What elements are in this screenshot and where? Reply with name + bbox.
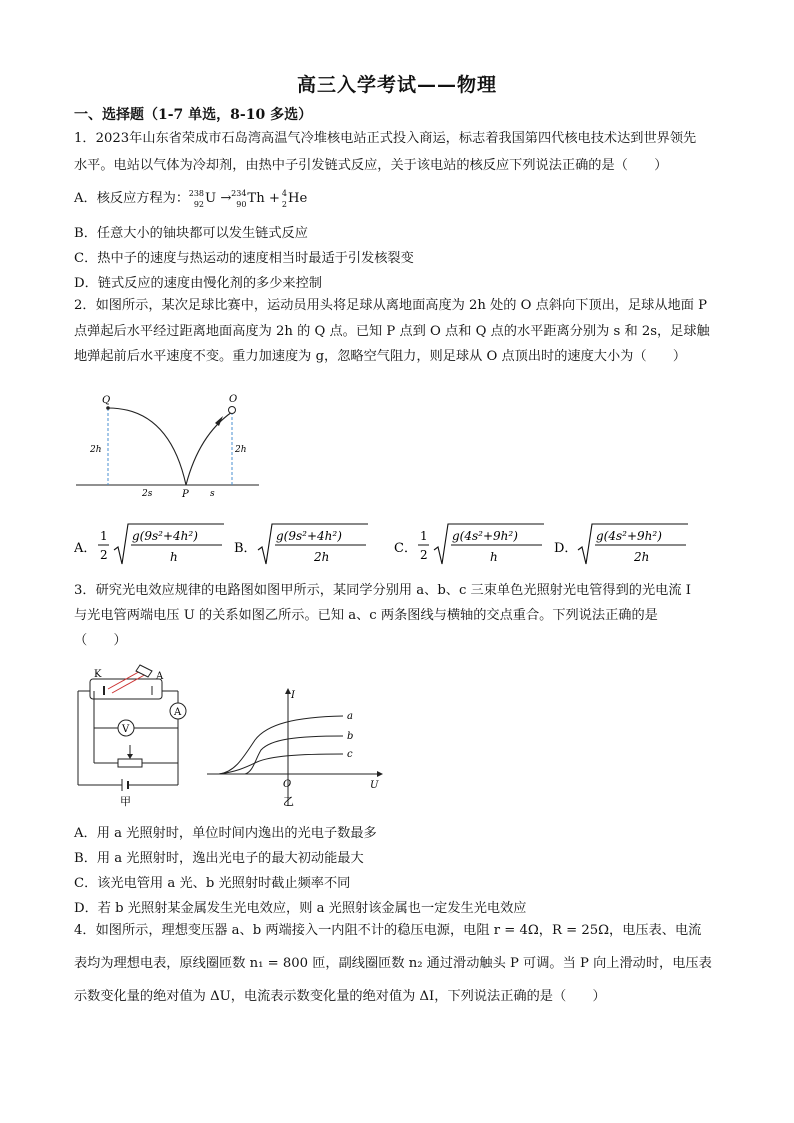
radicand-numerator: g(9s²+4h²) [276,529,342,543]
label-o: O [229,394,238,405]
q2-choice-c [394,520,549,570]
radicand-denominator: h [490,550,498,564]
q4-line1: 4．如图所示，理想变压器 a、b 两端接入一内阻不计的稳压电源，电阻 r = 4Ω，R = 25Ω，电压表、电流 [74,923,702,938]
q3-line2: 与光电管两端电压 U 的关系如图乙所示。已知 a、c 两条图线与横轴的交点重合。下列说法正确的是 [74,608,658,623]
label-q: Q [102,395,111,406]
label-curve-a: a [347,711,353,722]
label-i: I [291,690,295,701]
q2-figure [74,390,264,502]
q2-line3: 地弹起前后水平速度不变。重力加速度为 g，忽略空气阻力，则足球从 O 点顶出时的速度大小为（ ） [74,349,687,364]
slider-arrow [127,754,133,759]
q2-choice-a [74,520,229,570]
rheostat [118,759,142,767]
q3-option-b: B．用 a 光照射时，逸出光电子的最大初动能最大 [74,851,364,866]
q4-line2: 表均为理想电表，原线圈匝数 n₁ = 800 匝，副线圈匝数 n₂ 通过滑动触头 P 可调。当 P 向上滑动时，电压表 [74,956,712,971]
ball-o [229,407,236,414]
radicand-numerator: g(4s²+9h²) [596,529,662,543]
label-origin: O [283,779,292,790]
label-2s: 2s [142,489,153,499]
q3-option-c: C．该光电管用 a 光、b 光照射时截止频率不同 [74,876,351,891]
q1-option-b: B．任意大小的铀块都可以发生链式反应 [74,226,308,241]
page-title: 高三入学考试——物理 [296,74,497,96]
q3-option-d: D．若 b 光照射某金属发生光电效应，则 a 光照射该金属也一定发生光电效应 [74,901,527,916]
q1-option-d: D．链式反应的速度由慢化剂的多少来控制 [74,276,322,291]
radicand-denominator: 2h [314,550,330,564]
phototube [90,679,162,699]
coef-numerator: 1 [420,529,428,543]
label-k: K [94,669,102,680]
trajectory-q-p [108,408,186,485]
choice-label: D． [554,541,578,556]
label-s: s [210,489,215,499]
radicand-numerator: g(9s²+4h²) [132,529,198,543]
q2-line1: 2．如图所示，某次足球比赛中，运动员用头将足球从离地面高度为 2h 处的 O 点斜向下顶出，足球从地面 P [74,298,707,313]
label-p: P [182,489,189,500]
coef-denominator: 2 [100,548,108,562]
q3-circuit-figure [74,663,199,811]
voltmeter-label: V [122,724,130,735]
label-curve-b: b [347,731,354,742]
choice-label: B． [234,541,257,556]
q1-option-a: A．核反应方程为： 238 92 U → 234 90 Th + 4 2 He [74,188,308,209]
q3-line3: （ ） [74,633,127,648]
q1-option-c: C．热中子的速度与热运动的速度相当时最适于引发核裂变 [74,251,414,266]
curve-a [219,716,343,774]
label-curve-c: c [347,749,353,760]
coef-numerator: 1 [100,529,108,543]
coef-denominator: 2 [420,548,428,562]
radicand-denominator: 2h [634,550,650,564]
q3-option-a: A．用 a 光照射时，单位时间内逸出的光电子数最多 [74,826,377,841]
ammeter-label: A [174,707,182,718]
label-a: A [156,671,164,682]
q2-line2: 点弹起后水平经过距离地面高度为 2h 的 Q 点。已知 P 点到 O 点和 Q 点的水平距离分别为 s 和 2s，足球触 [74,324,710,339]
q1-line2: 水平。电站以气体为冷却剂，由热中子引发链式反应，关于该电站的核反应下列说法正确的是（ ） [74,158,668,173]
label-u: U [370,780,379,791]
q4-line3: 示数变化量的绝对值为 ΔU，电流表示数变化量的绝对值为 ΔI，下列说法正确的是（ ） [74,989,606,1004]
u-axis-arrow [377,771,383,777]
radicand-denominator: h [170,550,178,564]
trajectory-arrow [215,416,223,426]
q3-iu-graph [205,688,385,813]
label-jia: 甲 [120,795,131,808]
choice-label: C． [394,541,417,556]
q3-line1: 3．研究光电效应规律的电路图如图甲所示，某同学分别用 a、b、c 三束单色光照射光电管得到的光电流 I [74,583,691,598]
trajectory-p-o [186,412,232,485]
label-2h-left: 2h [90,445,102,455]
point-q [106,406,110,410]
section-heading: 一、选择题（1-7 单选，8-10 多选） [74,107,313,123]
label-2h-right: 2h [235,445,247,455]
q2-choices [74,520,714,570]
light-source [136,665,152,677]
radicand-numerator: g(4s²+9h²) [452,529,518,543]
choice-label: A． [74,541,97,556]
q1-line1: 1．2023年山东省荣成市石岛湾高温气冷堆核电站正式投入商运，标志着我国第四代核电技术达到世界领先 [74,131,697,146]
q2-choice-b [234,520,389,570]
label-yi: 乙 [283,795,294,808]
q2-choice-d [554,520,709,570]
